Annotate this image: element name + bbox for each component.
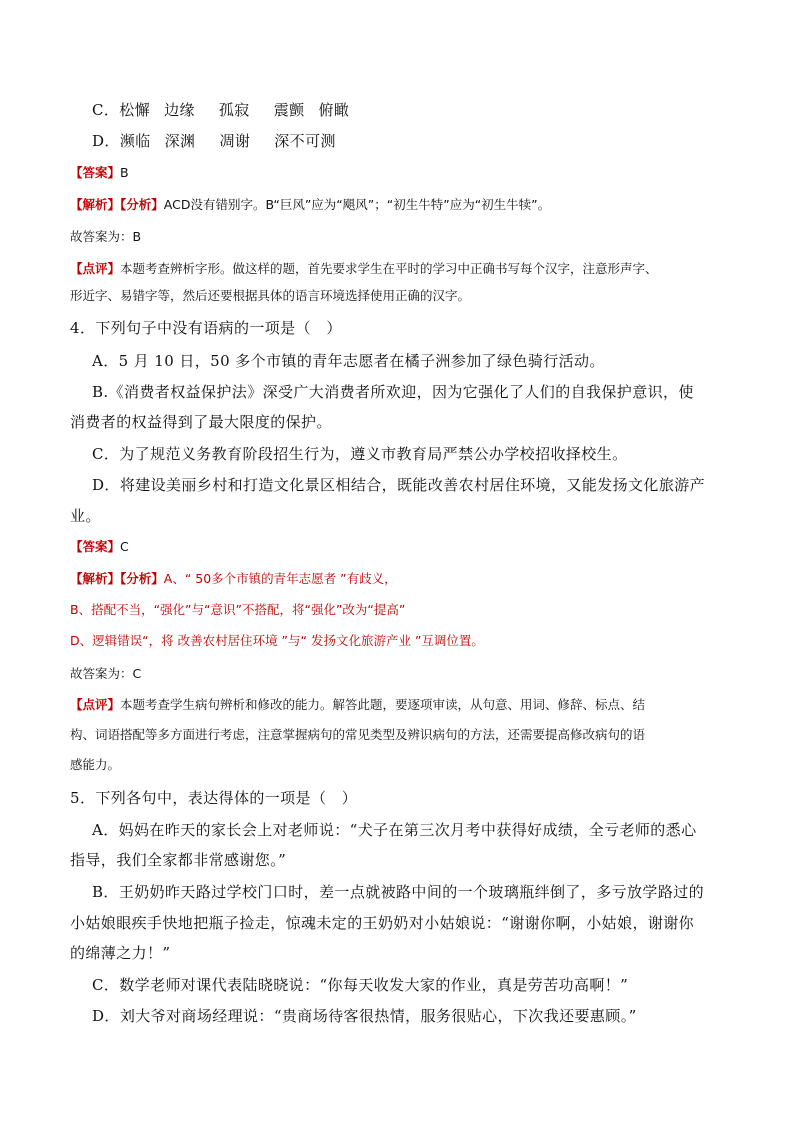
q4-comment-line-1: [70, 696, 645, 714]
q3-option-d: [92, 130, 336, 152]
q4-comment-text-1: 本题考查学生病句辨析和修改的能力。解答此题，要逐项审读，从句意、用词、修辞、标点、结: [120, 697, 646, 712]
q3-analysis: [70, 196, 550, 214]
q4-analysis-text-1: A、“ 50多个市镇的青年志愿者 ”有歧义，: [163, 571, 397, 586]
q4-option-d-line-1: D．将建设美丽乡村和打造文化景区相结合，既能改善农村居住环境，又能发扬文化旅游产: [92, 476, 706, 494]
q3-answer-tag: 【答案】: [70, 165, 121, 180]
q4-comment-line-3: 感能力。: [70, 757, 121, 772]
q4-option-a: A．5 月 10 日，50 多个市镇的青年志愿者在橘子洲参加了绿色骑行活动。: [92, 352, 605, 370]
q4-analysis-tag: 【解析】【分析】: [70, 571, 164, 586]
q3-answer-value: B: [120, 165, 129, 180]
q3-comment-text-1: 本题考查辨析字形。做这样的题，首先要求学生在平时的学习中正确书写每个汉字，注意形声字、: [120, 261, 658, 276]
q5-option-b-line-1: B．王奶奶昨天路过学校门口时，差一点就被路中间的一个玻璃瓶绊倒了，多亏放学路过的: [92, 883, 705, 901]
q3-analysis-text: ACD没有错别字。B“巨风”应为“飓风”；“初生牛特”应为“初生牛犊”。: [163, 197, 551, 212]
q5-option-d: D．刘大爷对商场经理说：“贵商场待客很热情，服务很贴心，下次我还要惠顾。”: [92, 1007, 637, 1025]
q3-option-c-word-3: 孤寂: [218, 101, 250, 119]
q3-option-c: [92, 99, 349, 121]
q4-answer-value: C: [120, 539, 129, 554]
q4-option-b-line-1: B.《消费者权益保护法》深受广大消费者所欢迎，因为它强化了人们的自我保护意识，使: [92, 383, 694, 401]
q4-conclusion: 故答案为：C: [70, 666, 142, 681]
q4-analysis-line-3: D、逻辑错误“，将 改善农村居住环境 ”与“ 发扬文化旅游产业 ”互调位置。: [70, 633, 484, 648]
q5-option-b-line-3: 的绵薄之力！”: [70, 944, 171, 962]
q4-comment-line-2: 构、词语搭配等多方面进行考虑，注意掌握病句的常见类型及辨识病句的方法，还需要提高修改病句的语: [70, 727, 646, 742]
q5-option-b-line-2: 小姑娘眼疾手快地把瓶子捡走，惊魂未定的王奶奶对小姑娘说：“谢谢你啊，小姑娘，谢谢你: [70, 914, 695, 932]
q3-comment-line-1: [70, 260, 658, 278]
q3-option-d-word-1: D．濒临: [92, 132, 151, 150]
q4-answer-tag: 【答案】: [70, 539, 121, 554]
q3-option-c-word-5: 俯瞰: [318, 101, 350, 119]
q4-option-c: C．为了规范义务教育阶段招生行为，遵义市教育局严禁公办学校招收择校生。: [92, 445, 628, 463]
q4-stem: 4．下列句子中没有语病的一项是（ ）: [70, 319, 342, 337]
q4-analysis-line-2: B、搭配不当，“强化”与“意识”不搭配，将“强化”改为“提高”: [70, 602, 406, 617]
q3-analysis-tag: 【解析】【分析】: [70, 197, 164, 212]
q3-comment-tag: 【点评】: [70, 261, 121, 276]
q3-option-c-word-4: 震颤: [273, 101, 305, 119]
q3-option-d-word-3: 凋谢: [219, 132, 251, 150]
q4-option-b-line-2: 消费者的权益得到了最大限度的保护。: [70, 413, 332, 431]
q4-analysis-line-1: [70, 570, 397, 588]
q3-comment-line-2: 形近字、易错字等，然后还要根据具体的语言环境选择使用正确的汉字。: [70, 288, 471, 303]
q5-option-a-line-1: A．妈妈在昨天的家长会上对老师说：“犬子在第三次月考中获得好成绩，全亏老师的悉心: [92, 821, 697, 839]
q3-conclusion: 故答案为：B: [70, 229, 142, 244]
q4-answer: [70, 538, 129, 556]
q3-option-c-word-2: 边缘: [164, 101, 195, 119]
q3-option-c-word-1: C．松懈: [92, 101, 151, 119]
q4-comment-tag: 【点评】: [70, 697, 121, 712]
q5-option-c: C．数学老师对课代表陆晓晓说：“你每天收发大家的作业，真是劳苦功高啊！”: [92, 976, 629, 994]
q4-option-d-line-2: 业。: [70, 507, 101, 525]
q3-option-d-word-2: 深渊: [164, 132, 196, 150]
q3-option-d-word-4: 深不可测: [274, 132, 336, 150]
q5-stem: 5．下列各句中，表达得体的一项是（ ）: [70, 789, 358, 807]
q3-answer: [70, 164, 129, 182]
q5-option-a-line-2: 指导，我们全家都非常感谢您。”: [70, 851, 287, 869]
